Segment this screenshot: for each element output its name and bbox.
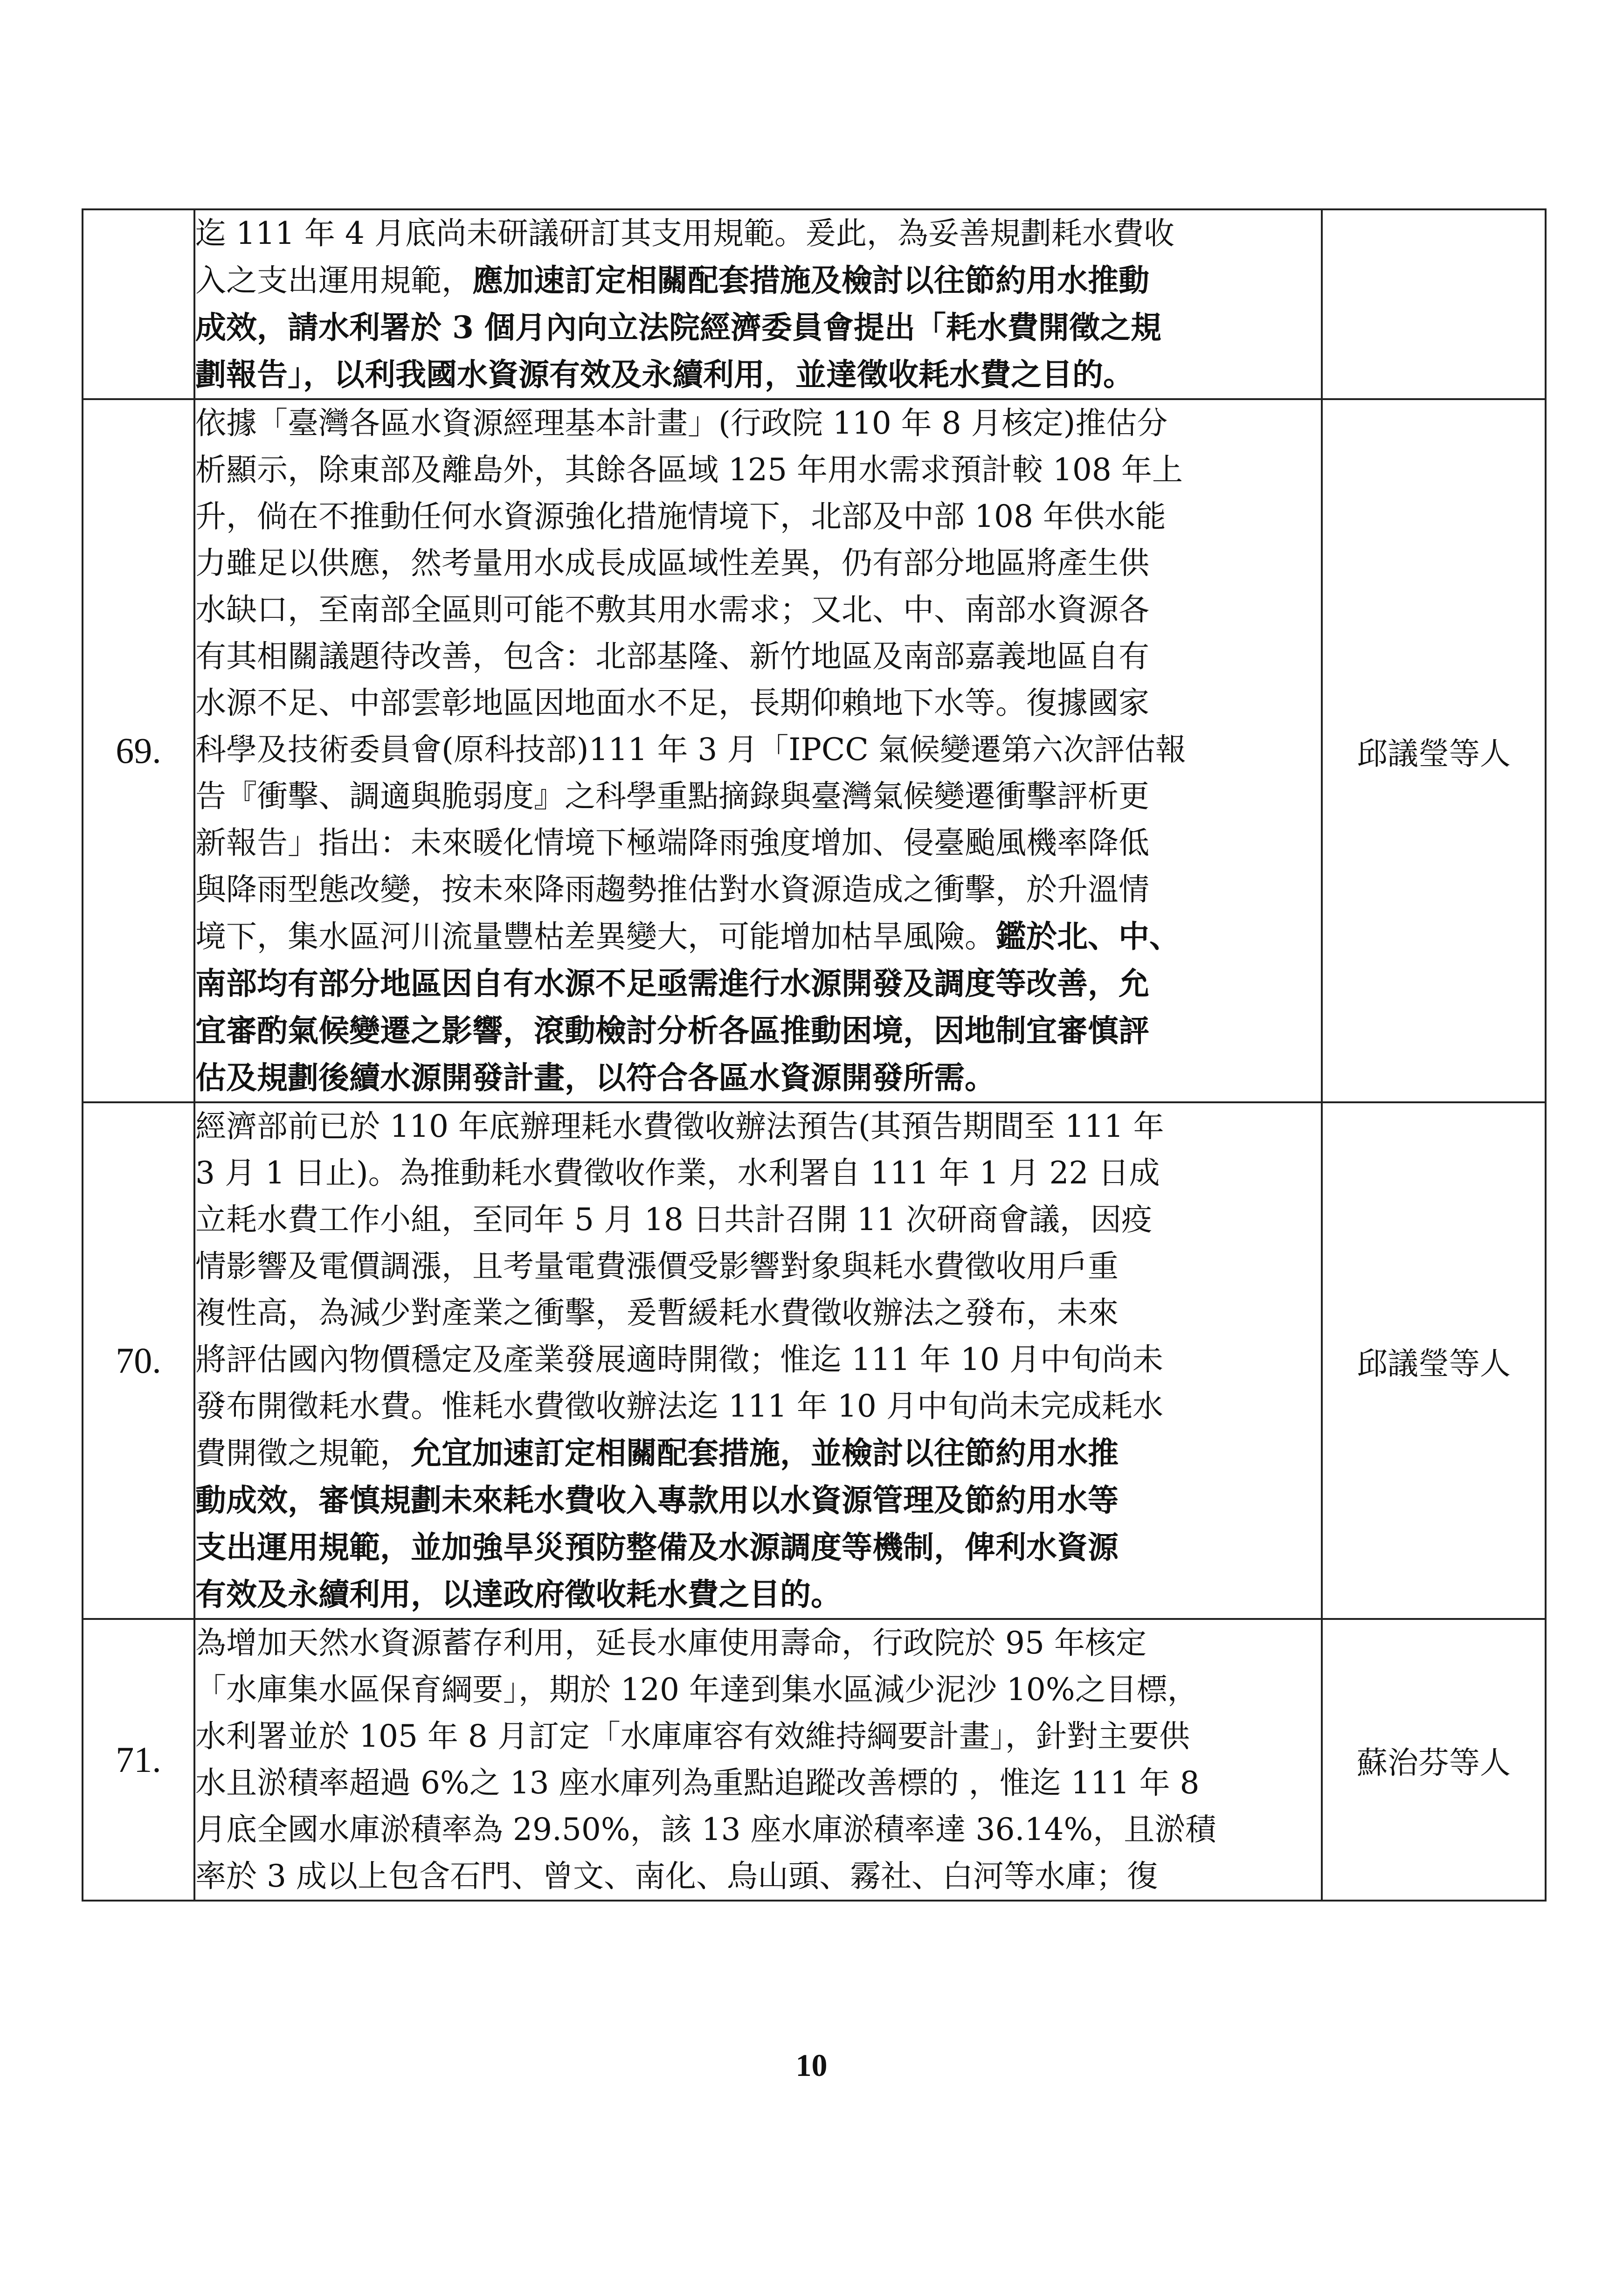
text-segment: 複性高，為減少對產業之衝擊，爰暫緩耗水費徵收辦法之發布，未來	[195, 1295, 1119, 1331]
text-segment: 依據「臺灣各區水資源經理基本計畫」(行政院 110 年 8 月核定)推估分	[195, 405, 1168, 441]
text-line	[195, 820, 1321, 866]
bold-text-segment: 動成效，審慎規劃未來耗水費收入專款用以水資源管理及節約用水等	[195, 1482, 1119, 1518]
text-segment: 發布開徵耗水費。惟耗水費徵收辦法迄 111 年 10 月中旬尚未完成耗水	[195, 1388, 1163, 1424]
text-segment: 為增加天然水資源蓄存利用，延長水庫使用壽命，行政院於 95 年核定	[195, 1625, 1146, 1661]
text-line	[195, 1196, 1321, 1243]
text-line	[195, 1336, 1321, 1383]
text-line	[195, 304, 1321, 351]
text-line	[195, 773, 1321, 820]
text-segment: 將評估國內物價穩定及產業發展適時開徵；惟迄 111 年 10 月中旬尚未	[195, 1342, 1163, 1377]
bold-text-segment: 應加速訂定相關配套措施及檢討以往節約用水推動	[472, 262, 1149, 298]
item-number: 71.	[83, 1619, 194, 1901]
text-segment: 力雖足以供應，然考量用水成長成區域性差異，仍有部分地區將產生供	[195, 545, 1149, 581]
item-number: 69.	[83, 399, 194, 1102]
text-line	[195, 210, 1321, 257]
proposer: 邱議瑩等人	[1322, 1102, 1546, 1619]
resolution-table	[82, 208, 1547, 1902]
text-line	[195, 1477, 1321, 1524]
text-segment: 迄 111 年 4 月底尚未研議研訂其支用規範。爰此，為妥善規劃耗水費收	[195, 215, 1174, 251]
resolution-text	[194, 1619, 1322, 1901]
text-segment: 有其相關議題待改善，包含：北部基隆、新竹地區及南部嘉義地區自有	[195, 638, 1149, 674]
item-number: 70.	[83, 1102, 194, 1619]
text-segment: 立耗水費工作小組，至同年 5 月 18 日共計召開 11 次研商會議，因疫	[195, 1202, 1152, 1238]
text-segment: 費開徵之規範，	[195, 1435, 411, 1471]
text-line	[195, 1667, 1321, 1713]
text-line	[195, 1524, 1321, 1571]
bold-text-segment: 有效及永續利用，以達政府徵收耗水費之目的。	[195, 1576, 842, 1612]
text-line	[195, 1620, 1321, 1667]
text-segment: 告『衝擊、調適與脆弱度』之科學重點摘錄與臺灣氣候變遷衝擊評析更	[195, 778, 1149, 814]
text-line	[195, 257, 1321, 304]
text-line	[195, 400, 1321, 447]
text-line	[195, 1383, 1321, 1430]
text-segment: 水且淤積率超過 6%之 13 座水庫列為重點追蹤改善標的 ，惟迄 111 年 8	[195, 1765, 1200, 1801]
text-line	[195, 960, 1321, 1007]
text-line	[195, 866, 1321, 913]
text-line	[195, 1054, 1321, 1101]
text-segment: 水源不足、中部雲彰地區因地面水不足，長期仰賴地下水等。復據國家	[195, 685, 1149, 721]
text-line	[195, 1853, 1321, 1900]
text-line	[195, 1571, 1321, 1618]
text-segment: 入之支出運用規範，	[195, 263, 472, 298]
table-row	[83, 399, 1546, 1102]
bold-text-segment: 宜審酌氣候變遷之影響，滾動檢討分析各區推動困境，因地制宜審慎評	[195, 1012, 1149, 1049]
text-line	[195, 587, 1321, 633]
bold-text-segment: 成效，請水利署於 3 個月內向立法院經濟委員會提出「耗水費開徵之規	[195, 309, 1161, 346]
table-row	[83, 1619, 1546, 1901]
text-line	[195, 1760, 1321, 1806]
text-line	[195, 1150, 1321, 1196]
text-line	[195, 680, 1321, 726]
bold-text-segment: 鑑於北、中、	[995, 918, 1180, 954]
text-segment: 析顯示，除東部及離島外，其餘各區域 125 年用水需求預計較 108 年上	[195, 452, 1183, 488]
text-segment: 境下，集水區河川流量豐枯差異變大，可能增加枯旱風險。	[195, 919, 995, 954]
text-line	[195, 1430, 1321, 1477]
text-segment: 「水庫集水區保育綱要」，期於 120 年達到集水區減少泥沙 10%之目標，	[195, 1672, 1198, 1708]
text-line	[195, 726, 1321, 773]
resolution-text	[194, 209, 1322, 399]
text-segment: 升，倘在不推動任何水資源強化措施情境下，北部及中部 108 年供水能	[195, 498, 1166, 534]
resolution-text	[194, 399, 1322, 1102]
text-line	[195, 447, 1321, 493]
text-line	[195, 633, 1321, 680]
item-number	[83, 209, 194, 399]
text-line	[195, 1290, 1321, 1336]
text-line	[195, 1007, 1321, 1054]
proposer: 蘇治芬等人	[1322, 1619, 1546, 1901]
text-line	[195, 540, 1321, 587]
text-line	[195, 1103, 1321, 1150]
proposer	[1322, 209, 1546, 399]
text-segment: 水利署並於 105 年 8 月訂定「水庫庫容有效維持綱要計畫」，針對主要供	[195, 1718, 1190, 1754]
resolution-text	[194, 1102, 1322, 1619]
text-segment: 率於 3 成以上包含石門、曾文、南化、烏山頭、霧社、白河等水庫；復	[195, 1858, 1158, 1894]
table-row	[83, 1102, 1546, 1619]
text-segment: 與降雨型態改變，按未來降雨趨勢推估對水資源造成之衝擊，於升溫情	[195, 871, 1149, 907]
text-line	[195, 493, 1321, 540]
text-segment: 情影響及電價調漲，且考量電費漲價受影響對象與耗水費徵收用戶重	[195, 1248, 1119, 1284]
bold-text-segment: 劃報告」，以利我國水資源有效及永續利用，並達徵收耗水費之目的。	[195, 356, 1134, 393]
text-segment: 經濟部前已於 110 年底辦理耗水費徵收辦法預告(其預告期間至 111 年	[195, 1108, 1164, 1144]
table-body	[83, 209, 1546, 1901]
table-row	[83, 209, 1546, 399]
text-line	[195, 913, 1321, 960]
bold-text-segment: 允宜加速訂定相關配套措施，並檢討以往節約用水推	[411, 1435, 1119, 1471]
text-segment: 3 月 1 日止)。為推動耗水費徵收作業，水利署自 111 年 1 月 22 日成	[195, 1155, 1160, 1191]
bold-text-segment: 南部均有部分地區因自有水源不足亟需進行水源開發及調度等改善，允	[195, 965, 1149, 1002]
text-segment: 科學及技術委員會(原科技部)111 年 3 月「IPCC 氣候變遷第六次評估報	[195, 732, 1186, 768]
page-number: 10	[795, 2047, 828, 2083]
proposer: 邱議瑩等人	[1322, 399, 1546, 1102]
text-segment: 月底全國水庫淤積率為 29.50%，該 13 座水庫淤積率達 36.14%，且淤積	[195, 1812, 1216, 1847]
bold-text-segment: 估及規劃後續水源開發計畫，以符合各區水資源開發所需。	[195, 1059, 995, 1096]
text-line	[195, 1806, 1321, 1853]
text-line	[195, 351, 1321, 398]
text-line	[195, 1713, 1321, 1760]
text-segment: 新報告」指出：未來暖化情境下極端降雨強度增加、侵臺颱風機率降低	[195, 825, 1149, 861]
bold-text-segment: 支出運用規範，並加強旱災預防整備及水源調度等機制，俾利水資源	[195, 1529, 1119, 1565]
text-line	[195, 1243, 1321, 1290]
text-segment: 水缺口，至南部全區則可能不敷其用水需求；又北、中、南部水資源各	[195, 592, 1149, 628]
